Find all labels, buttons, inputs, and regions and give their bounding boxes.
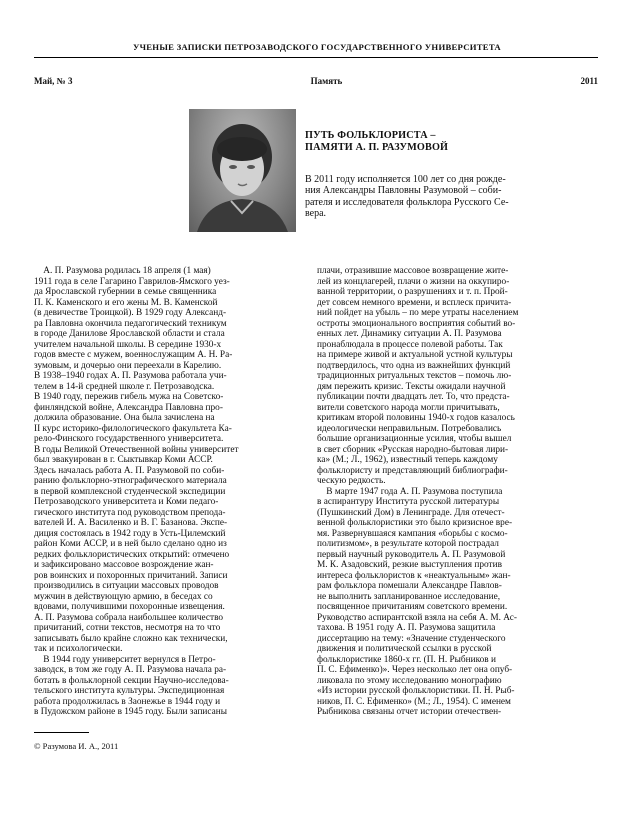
body-text-line: не выполнить запланированное исследование, [317,591,501,602]
body-text-line: район Коми АССР, и в ней было сделано одно из [34,539,227,549]
body-text-line: мужчин в действующую армию, в беседах со [34,591,213,602]
body-text-line: первый научный руководитель А. П. Разумовой [317,549,506,560]
body-text-line: в Пудожском районе в 1945 году. Были записаны [34,707,227,717]
body-text-line: движения и политической ссылки в русской [317,644,492,654]
article-title [305,130,448,154]
body-text-line: интереса фольклористов к «неактуальным» жан- [317,570,511,581]
body-text-line: В годы Великой Отечественной войны университет [34,444,239,455]
body-text-line: Руководство аспирантской взяла на себя А. М. Ас- [317,612,517,623]
body-text-line: тельского института культуры. Экспедиционная [34,686,225,696]
body-text-line: был эвакуирован в г. Сыктывкар Коми АССР. [34,455,213,465]
body-text-line: вателей И. А. Василенко и В. Г. Базанова. Экспе- [34,518,228,528]
body-text-line: политизмом», в результате которой пострадал [317,539,499,549]
body-text-line: финляндской войне, Александра Павловна про- [34,402,223,413]
body-text-line: в аспирантуру Института русской литературы [317,497,500,507]
running-header [34,76,598,86]
issue-label: Май, № 3 [34,76,73,86]
body-text-line: ликовала по этому исследованию монографию [317,675,502,686]
body-text-line: плачи, отразившие массовое возвращение жите- [317,266,509,276]
body-text-line: вители советского народа могли причитывать, [317,402,500,413]
body-text-line: на примере живой и актуальной устной культуры [317,350,513,360]
body-text-line: вдовами, получившими похоронные извещения. [34,602,225,612]
body-text-line: ческую редкость. [317,476,386,486]
year-label: 2011 [580,76,598,86]
body-text-line: подтвердилось, что одна из важнейших функций [317,360,511,371]
body-text-line: Рыбникова связаны отчет истории отечествен- [317,707,502,717]
title-line: ПУТЬ ФОЛЬКЛОРИСТА – [305,130,436,141]
body-text-line: диция состоялась в 1942 году в Усть-Цилемский [34,528,226,539]
body-text-line: ний пойдет на убыль – по мере утраты населением [317,308,519,318]
body-text-line: зумовым, и дочерью они переехали в Карелию. [34,360,222,371]
lead-line: вера. [305,208,327,220]
body-text-line: в свет сборник «Русская народно-бытовая лири- [317,444,509,455]
body-text-line: В 1944 году университет вернулся в Петро- [34,654,216,665]
body-text-line: да Ярославской губернии в семье священника [34,287,217,297]
lead-line: В 2011 году исполняется 100 лет со дня рожде- [305,174,506,185]
body-text-line: в городе Данилове Ярославской области и стала [34,329,225,339]
body-text-line: ранию фольклорно-этнографического материала [34,476,227,486]
body-text-line: ров воинских и похоронных причитаний. Записи [34,570,228,581]
body-text-line: должила образование. Она была зачислена на [34,413,215,423]
header-rule [34,57,598,58]
body-text-line: П. С. Ефименко)». Через несколько лет она опуб- [317,665,513,675]
section-label: Память [310,76,343,86]
body-text-line: В 1940 году, пережив гибель мужа на Советско- [34,392,224,402]
body-text-line: В марте 1947 года А. П. Разумова поступила [317,486,503,497]
body-text-line: II курс историко-филологического факультета Ка- [34,423,232,434]
body-text-line: (в девичестве Троицкой). В 1929 году Александ- [34,308,227,318]
body-text-line: ботать в фольклорной секции Научно-исследова- [34,675,229,686]
body-text-line: А. П. Разумова собрала наибольшее количество [34,612,224,623]
body-text-line: записывать было крайне сложно как технически, [34,633,228,644]
body-text-line: лей из концлагерей, плачи о жизни на оккупиро- [317,276,510,287]
body-text-line: дет совсем немного времени, и всплеск причита- [317,297,512,308]
body-text-line: фольклористу и представляющий библиографи- [317,465,508,476]
body-text-line: традиционных ритуальных текстов – помочь лю- [317,371,512,381]
body-text-line: и зафиксировано массовое возрождение жан- [34,560,214,570]
body-column-right [317,266,601,718]
journal-title: УЧЕНЫЕ ЗАПИСКИ ПЕТРОЗАВОДСКОГО ГОСУДАРСТВЕННОГО УНИВЕРСИТЕТА [133,42,501,52]
body-text-line: Петрозаводского университета и Коми педаго- [34,497,219,507]
body-column-left [34,266,318,718]
body-text-line: редких фольклористических открытий: отмечено [34,549,230,560]
body-text-line: (Пушкинский Дом) в Ленинграде. Для отечест- [317,507,505,518]
body-text-line: рам фольклора помешали Александре Павлов- [317,581,502,591]
body-text-line: публикации почти двадцать лет. То, что предста- [317,392,510,402]
body-text-line: остроты эмоционального восприятия событий во- [317,318,516,329]
lead-line: ния Александры Павловны Разумовой – соби- [305,185,502,197]
lead-paragraph [305,174,599,220]
body-text-line: фольклористике 1860-х гг. (П. Н. Рыбников и [317,654,496,665]
body-text-line: ников, П. С. Ефименко» (М.; Л., 1954). С именем [317,696,511,707]
lead-line: рателя и исследователя фольклора Русского Се- [305,196,509,208]
body-text-line: ка» (М.; Л., 1962), известный теперь каждому [317,455,498,465]
body-text-line: посвященное причитаниям советского времени. [317,602,508,612]
body-text-line: ра Павловна окончила педагогический техникум [34,318,227,329]
copyright-notice: © Разумова И. А., 2011 [34,741,119,751]
body-text-line: диссертацию на тему: «Значение студенческого [317,633,506,644]
footnote-rule [34,732,89,733]
body-text-line: в первой комплексной студенческой экспедиции [34,486,226,497]
body-text-line: М. К. Азадовский, резкие выступления против [317,560,502,570]
body-text-line: ванной территории, о разрушениях и т. п. Прой- [317,287,508,297]
body-text-line: заводск, в том же году А. П. Разумова начала ра- [34,665,227,675]
body-text-line: тахова. В 1951 году А. П. Разумова защитила [317,623,496,633]
body-text-line: большие организационные усилия, чтобы вышел [317,434,512,444]
body-text-line: венной фольклористики это было кризисное вре- [317,518,513,528]
body-text-line: учителем начальной школы. В середине 1930-х [34,339,222,350]
body-text-line: енных лет. Динамику ситуации А. П. Разумова [317,329,502,339]
body-text-line: работа продолжилась в Заонежье в 1944 году и [34,696,221,707]
body-text-line: годов вместе с мужем, военнослужащим А. Н. Ра- [34,350,233,360]
body-text-line: телем в 14-й средней школе г. Петрозаводска. [34,381,215,392]
body-text-line: так и психологически. [34,644,123,654]
body-text-line: 1911 года в селе Гагарино Гаврилов-Ямского уез- [34,276,230,287]
body-text-line: А. П. Разумова родилась 18 апреля (1 мая) [34,266,211,276]
body-text-line: производились в ситуации массовых проводов [34,581,219,591]
portrait-photo [189,109,296,232]
body-text-line: причитаний, сотни текстов, несмотря на то что [34,623,221,633]
body-text-line: пронаблюдала в процессе полевой работы. Так [317,339,503,350]
body-text-line: дям пережить кризис. Тексты ожидали научной [317,381,506,392]
body-text-line: идеологически неправильным. Потребовались [317,423,502,434]
body-text-line: рело-Финского государственного университета. [34,434,224,444]
body-text-line: Здесь началась работа А. П. Разумовой по соби- [34,465,225,476]
body-text-line: гического института под руководством препода- [34,507,226,518]
title-line: ПАМЯТИ А. П. РАЗУМОВОЙ [305,142,449,153]
body-text-line: «Из истории русской фольклористики. П. Н. Рыб- [317,686,515,696]
body-text-line: В 1938–1940 годах А. П. Разумова работала учи- [34,371,227,381]
body-text-line: П. К. Каменского и его жены М. В. Каменской [34,297,218,308]
body-text-line: мя. Развернувшаяся кампания «борьбы с космо- [317,528,508,539]
body-text-line: критикам второй половины 1940-х годов казалось [317,413,515,423]
